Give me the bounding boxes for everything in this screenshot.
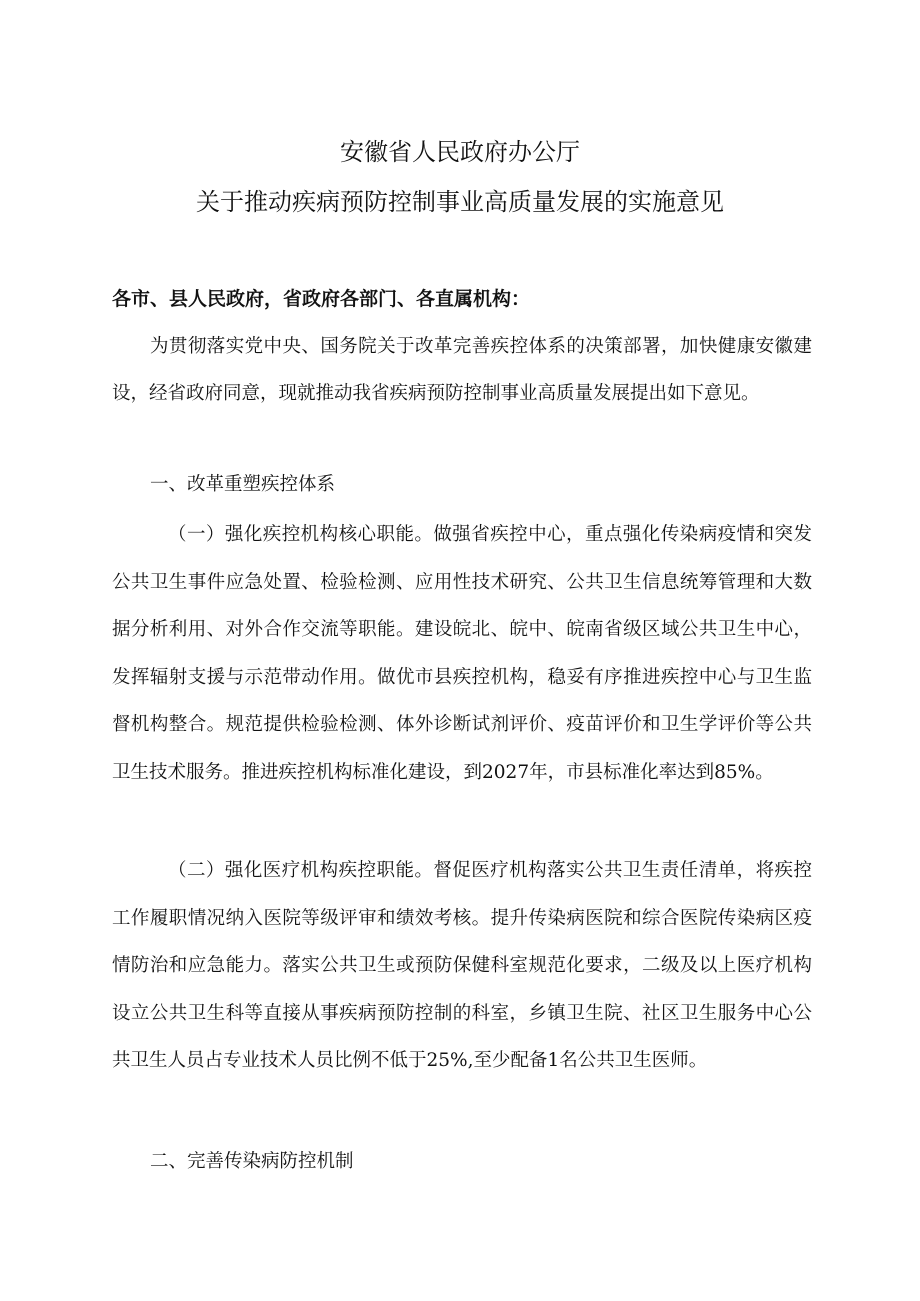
section-1-item-1: （一）强化疾控机构核心职能。做强省疾控中心，重点强化传染病疫情和突发公共卫生事件应急处置、检验检测、应用性技术研究、公共卫生信息统筹管理和大数据分析利用、对外合作交流等职能。建设皖北、皖中、皖南省级区域公共卫生中心，发挥辐射支援与示范带动作用。做优市县疾控机构，稳妥有序推进疾控中心与卫生监督机构整合。规范提供检验检测、体外诊断试剂评价、疫苗评价和卫生学评价等公共卫生技术服务。推进疾控机构标准化建设，到2027年，市县标准化率达到85%。 [112,524,812,783]
document-issuer: 安徽省人民政府办公厅 [340,138,580,166]
salutation: 各市、县人民政府，省政府各部门、各直属机构： [112,288,531,310]
section-heading-2: 二、完善传染病防控机制 [150,1151,354,1172]
section-1-item-2: （二）强化医疗机构疾控职能。督促医疗机构落实公共卫生责任清单，将疾控工作履职情况纳入医院等级评审和绩效考核。提升传染病医院和综合医院传染病区疫情防治和应急能力。落实公共卫生或预防保健科室规范化要求，二级及以上医疗机构设立公共卫生科等直接从事疾病预防控制的科室，乡镇卫生院、社区卫生服务中心公共卫生人员占专业技术人员比例不低于25%,至少配备1名公共卫生医师。 [112,860,812,1071]
document-title: 关于推动疾病预防控制事业高质量发展的实施意见 [196,188,724,216]
intro-paragraph: 为贯彻落实党中央、国务院关于改革完善疾控体系的决策部署，加快健康安徽建设，经省政府同意，现就推动我省疾病预防控制事业高质量发展提出如下意见。 [112,336,812,404]
section-heading-1: 一、改革重塑疾控体系 [150,474,336,495]
